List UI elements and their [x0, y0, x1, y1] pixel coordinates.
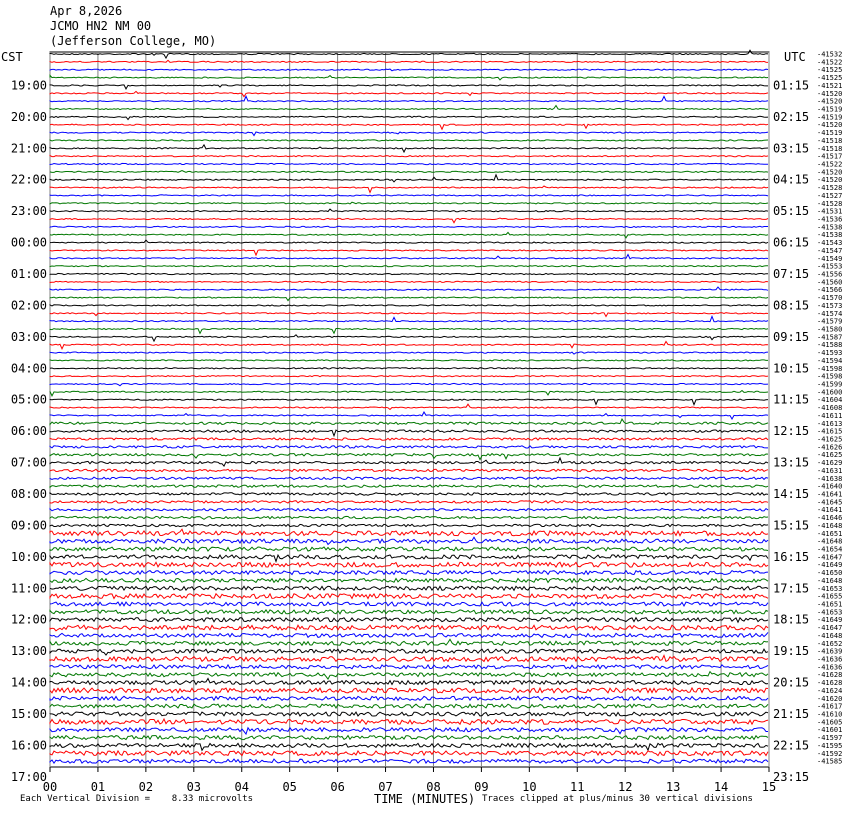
trace-16 — [50, 175, 768, 182]
trace-offset-label: -41652 — [817, 639, 843, 648]
cst-hour-label: 03:00 — [10, 329, 47, 344]
utc-hour-label: 21:15 — [773, 707, 810, 721]
trace-offset-label: -41624 — [817, 686, 843, 695]
utc-hour-label: 02:15 — [773, 109, 810, 124]
trace-21 — [50, 218, 768, 223]
trace-offset-label: -41636 — [817, 663, 843, 672]
cst-hour-label: 01:00 — [10, 267, 47, 281]
trace-71 — [50, 610, 768, 614]
trace-offset-label: -41538 — [817, 223, 843, 232]
cst-hour-label: 06:00 — [10, 424, 47, 439]
trace-offset-label: -41598 — [817, 372, 843, 381]
trace-offset-label: -41522 — [817, 58, 843, 67]
trace-offset-label: -41615 — [817, 427, 843, 436]
cst-hour-label: 04:00 — [10, 361, 47, 376]
trace-9 — [50, 124, 768, 129]
trace-offset-label: -41528 — [817, 184, 843, 193]
trace-offset-label: -41585 — [817, 757, 843, 766]
trace-32 — [50, 305, 768, 306]
x-tick-label: 03 — [186, 780, 202, 794]
utc-hour-label: 12:15 — [773, 424, 810, 439]
trace-64 — [50, 555, 768, 562]
cst-hour-label: 19:00 — [10, 78, 47, 93]
trace-8 — [50, 116, 768, 119]
trace-offset-label: -41617 — [817, 702, 843, 711]
trace-offset-label: -41598 — [817, 364, 843, 373]
trace-offset-label: -41651 — [817, 529, 843, 538]
trace-offset-label: -41649 — [817, 561, 843, 570]
trace-75 — [50, 639, 768, 645]
trace-offset-label: -41528 — [817, 199, 843, 208]
trace-offset-label: -41651 — [817, 600, 843, 609]
cst-hour-label: 02:00 — [10, 298, 47, 313]
utc-hour-label: 15:15 — [773, 518, 810, 533]
trace-51 — [50, 454, 768, 460]
trace-40 — [50, 368, 768, 369]
cst-hour-label: 23:00 — [10, 204, 47, 219]
trace-offset-label: -41520 — [817, 89, 843, 98]
trace-offset-label: -41650 — [817, 569, 843, 578]
utc-hour-label: 17:15 — [773, 581, 810, 596]
trace-offset-label: -41605 — [817, 718, 843, 727]
trace-77 — [50, 656, 768, 662]
trace-45 — [50, 404, 768, 409]
trace-offset-label: -41628 — [817, 679, 843, 688]
trace-48 — [50, 430, 768, 436]
trace-50 — [50, 446, 768, 448]
trace-34 — [50, 316, 768, 321]
trace-offset-label: -41653 — [817, 584, 843, 593]
trace-82 — [50, 696, 768, 700]
trace-offset-label: -41654 — [817, 545, 843, 554]
utc-hour-label: 16:15 — [773, 549, 810, 564]
cst-hour-label: 07:00 — [10, 455, 47, 470]
trace-offset-label: -41519 — [817, 105, 843, 114]
trace-22 — [50, 226, 768, 227]
trace-offset-label: -41640 — [817, 482, 843, 491]
trace-offset-label: -41608 — [817, 404, 843, 413]
trace-offset-label: -41518 — [817, 136, 843, 145]
cst-hour-label: 05:00 — [10, 392, 47, 407]
trace-offset-label: -41636 — [817, 655, 843, 664]
trace-offset-label: -41536 — [817, 215, 843, 224]
trace-17 — [50, 186, 768, 192]
trace-offset-label: -41645 — [817, 498, 843, 507]
trace-36 — [50, 335, 768, 341]
utc-label: UTC — [784, 50, 806, 64]
trace-offset-label: -41604 — [817, 396, 843, 405]
cst-hour-labels — [11, 78, 47, 783]
x-tick-label: 11 — [570, 780, 585, 794]
trace-27 — [50, 266, 768, 267]
trace-78 — [50, 665, 768, 669]
trace-72 — [50, 618, 768, 623]
x-tick-label: 14 — [713, 780, 729, 794]
trace-offset-label: -41639 — [817, 647, 843, 656]
trace-offset-label: -41597 — [817, 734, 843, 743]
trace-24 — [50, 240, 768, 243]
trace-35 — [50, 328, 768, 333]
utc-hour-label: 20:15 — [773, 675, 810, 690]
utc-hour-label: 04:15 — [773, 172, 810, 187]
trace-offset-label: -41641 — [817, 490, 843, 499]
trace-offset-label: -41611 — [817, 411, 843, 420]
trace-12 — [50, 145, 768, 152]
trace-3 — [50, 75, 768, 80]
cst-hour-label: 21:00 — [10, 141, 47, 156]
trace-offset-label: -41653 — [817, 608, 843, 617]
trace-0 — [50, 50, 768, 58]
trace-6 — [50, 96, 768, 101]
trace-offset-label: -41595 — [817, 741, 843, 750]
trace-2 — [50, 69, 768, 71]
trace-73 — [50, 625, 768, 631]
x-tick-label: 01 — [90, 780, 106, 794]
trace-89 — [50, 751, 768, 756]
trace-10 — [50, 132, 768, 136]
trace-61 — [50, 529, 768, 536]
utc-hour-label: 01:15 — [773, 78, 810, 93]
x-tick-label: 05 — [282, 780, 297, 794]
trace-19 — [50, 202, 768, 204]
trace-offset-label: -41543 — [817, 239, 843, 248]
trace-66 — [50, 571, 768, 575]
trace-offset-label: -41522 — [817, 160, 843, 169]
trace-20 — [50, 209, 768, 212]
trace-5 — [50, 91, 768, 96]
trace-59 — [50, 516, 768, 519]
trace-13 — [50, 156, 768, 157]
utc-hour-label: 08:15 — [773, 298, 810, 313]
trace-33 — [50, 313, 768, 317]
trace-offset-label: -41625 — [817, 451, 843, 460]
trace-31 — [50, 297, 768, 301]
utc-hour-label: 18:15 — [773, 612, 810, 627]
trace-85 — [50, 719, 768, 725]
seismic-traces — [50, 50, 768, 763]
trace-37 — [50, 342, 768, 349]
trace-offset-label: -41580 — [817, 325, 843, 334]
trace-30 — [50, 287, 768, 290]
trace-58 — [50, 509, 768, 511]
trace-7 — [50, 106, 768, 110]
cst-hour-label: 00:00 — [10, 235, 47, 250]
trace-38 — [50, 352, 768, 354]
trace-offset-label: -41629 — [817, 459, 843, 468]
trace-offset-label: -41594 — [817, 356, 843, 365]
utc-hour-label: 14:15 — [773, 487, 810, 501]
trace-offset-label: -41626 — [817, 443, 843, 452]
trace-11 — [50, 140, 768, 141]
trace-offset-label: -41647 — [817, 553, 843, 562]
cst-hour-label: 12:00 — [10, 612, 47, 627]
trace-offset-label: -41574 — [817, 309, 843, 318]
minute-gridlines — [50, 52, 769, 772]
cst-hour-label: 10:00 — [10, 549, 47, 564]
trace-81 — [50, 688, 768, 693]
trace-26 — [50, 255, 768, 259]
cst-hour-label: 16:00 — [10, 738, 47, 753]
trace-47 — [50, 419, 768, 425]
trace-offset-label: -41520 — [817, 121, 843, 130]
cst-hour-label: 08:00 — [10, 487, 47, 501]
utc-hour-label: 22:15 — [773, 738, 810, 753]
cst-hour-label: 22:00 — [10, 172, 47, 187]
trace-offset-label: -41570 — [817, 294, 843, 303]
trace-53 — [50, 469, 768, 471]
trace-offset-label: -41531 — [817, 207, 843, 216]
trace-offset-label: -41517 — [817, 152, 843, 161]
x-tick-label: 07 — [378, 780, 393, 794]
trace-offset-label: -41538 — [817, 231, 843, 240]
trace-39 — [50, 360, 768, 361]
utc-hour-label: 09:15 — [773, 329, 810, 344]
utc-hour-label: 19:15 — [773, 644, 810, 659]
trace-offset-label: -41532 — [817, 50, 843, 59]
utc-hour-label: 05:15 — [773, 204, 810, 219]
station-code: JCMO HN2 NM 00 — [50, 19, 152, 33]
cst-hour-label: 17:00 — [10, 769, 47, 784]
trace-offset-label: -41610 — [817, 710, 843, 719]
trace-23 — [50, 232, 768, 237]
trace-offset-label: -41648 — [817, 631, 843, 640]
trace-60 — [50, 524, 768, 526]
trace-offset-label: -41648 — [817, 521, 843, 530]
trace-offset-label: -41655 — [817, 592, 843, 601]
trace-offset-label: -41600 — [817, 388, 843, 397]
trace-offset-label: -41593 — [817, 349, 843, 358]
trace-offset-label: -41519 — [817, 113, 843, 122]
trace-offset-label: -41638 — [817, 474, 843, 483]
trace-offset-label: -41556 — [817, 270, 843, 279]
trace-18 — [50, 195, 768, 196]
trace-offset-label: -41625 — [817, 435, 843, 444]
x-tick-label: 13 — [665, 780, 681, 794]
trace-offset-label: -41647 — [817, 624, 843, 633]
trace-offset-label: -41601 — [817, 726, 843, 735]
trace-offset-label: -41521 — [817, 81, 843, 90]
trace-67 — [50, 578, 768, 582]
trace-offset-label: -41628 — [817, 671, 843, 680]
utc-hour-label: 07:15 — [773, 267, 810, 281]
trace-4 — [50, 85, 768, 89]
trace-offset-label: -41648 — [817, 537, 843, 546]
station-location: (Jefferson College, MO) — [50, 34, 217, 48]
utc-hour-label: 11:15 — [773, 392, 810, 407]
trace-offset-label: -41518 — [817, 144, 843, 153]
trace-56 — [50, 493, 768, 495]
utc-hour-labels — [773, 78, 809, 783]
x-tick-label: 12 — [617, 780, 633, 794]
trace-84 — [50, 712, 768, 716]
trace-offset-label: -41587 — [817, 333, 843, 342]
trace-offset-label: -41646 — [817, 514, 843, 523]
trace-offset-label: -41525 — [817, 74, 843, 83]
trace-offset-label: -41620 — [817, 694, 843, 703]
trace-87 — [50, 736, 768, 740]
x-tick-label: 08 — [426, 780, 441, 794]
trace-offset-label: -41553 — [817, 262, 843, 271]
trace-offset-label: -41547 — [817, 246, 843, 255]
trace-offset-label: -41520 — [817, 97, 843, 106]
trace-offset-label: -41588 — [817, 341, 843, 350]
trace-offset-label: -41649 — [817, 616, 843, 625]
x-axis-title: TIME (MINUTES) — [374, 792, 476, 806]
trace-15 — [50, 171, 768, 173]
trace-88 — [50, 743, 768, 750]
vertical-division-note: Each Vertical Division = 8.33 microvolts — [20, 794, 253, 804]
trace-offset-label: -41549 — [817, 254, 843, 263]
trace-offset-label: -41573 — [817, 301, 843, 310]
x-tick-label: 10 — [522, 780, 537, 794]
utc-hour-label: 03:15 — [773, 141, 810, 156]
utc-hour-label: 13:15 — [773, 455, 810, 470]
trace-offset-label: -41641 — [817, 506, 843, 515]
clipping-note: Traces clipped at plus/minus 30 vertical divisions — [482, 794, 753, 804]
trace-70 — [50, 602, 768, 606]
trace-57 — [50, 501, 768, 503]
cst-hour-label: 09:00 — [10, 518, 47, 533]
trace-41 — [50, 376, 768, 377]
trace-1 — [50, 60, 768, 62]
x-tick-label: 00 — [42, 780, 58, 794]
trace-62 — [50, 537, 768, 544]
trace-69 — [50, 594, 768, 599]
trace-68 — [50, 586, 768, 590]
trace-29 — [50, 281, 768, 283]
trace-83 — [50, 704, 768, 708]
x-tick-label: 09 — [474, 780, 489, 794]
trace-offset-labels — [817, 51, 842, 766]
trace-offset-label: -41527 — [817, 191, 843, 200]
trace-offset-label: -41613 — [817, 419, 843, 428]
cst-label: CST — [1, 50, 23, 64]
trace-offset-label: -41599 — [817, 380, 843, 389]
trace-offset-label: -41579 — [817, 317, 843, 326]
cst-hour-label: 14:00 — [10, 675, 47, 690]
trace-90 — [50, 759, 768, 763]
trace-14 — [50, 163, 768, 164]
trace-offset-label: -41525 — [817, 66, 843, 75]
utc-hour-label: 06:15 — [773, 235, 810, 250]
trace-52 — [50, 458, 768, 466]
cst-hour-label: 15:00 — [10, 707, 47, 721]
trace-25 — [50, 250, 768, 255]
trace-offset-label: -41520 — [817, 176, 843, 185]
trace-44 — [50, 399, 768, 405]
x-tick-label: 06 — [330, 780, 345, 794]
trace-80 — [50, 679, 768, 685]
trace-65 — [50, 562, 768, 567]
trace-offset-label: -41648 — [817, 576, 843, 585]
cst-hour-label: 13:00 — [10, 644, 47, 659]
trace-43 — [50, 391, 768, 396]
trace-42 — [50, 383, 768, 385]
trace-46 — [50, 412, 768, 419]
utc-hour-label: 10:15 — [773, 361, 810, 376]
trace-offset-label: -41520 — [817, 168, 843, 177]
trace-86 — [50, 728, 768, 734]
trace-76 — [50, 649, 768, 655]
plot-date: Apr 8,2026 — [50, 4, 123, 18]
x-tick-label: 15 — [761, 780, 777, 794]
x-tick-label: 04 — [234, 780, 249, 794]
trace-offset-label: -41631 — [817, 466, 843, 475]
x-tick-label: 02 — [138, 780, 154, 794]
trace-offset-label: -41592 — [817, 749, 843, 758]
trace-63 — [50, 547, 768, 551]
cst-hour-label: 20:00 — [10, 109, 47, 124]
trace-74 — [50, 632, 768, 637]
trace-offset-label: -41566 — [817, 286, 843, 295]
utc-hour-label: 23:15 — [773, 769, 810, 784]
trace-79 — [50, 672, 768, 680]
trace-54 — [50, 477, 768, 479]
trace-offset-label: -41519 — [817, 129, 843, 138]
trace-49 — [50, 438, 768, 440]
trace-offset-label: -41560 — [817, 278, 843, 287]
cst-hour-label: 11:00 — [10, 581, 47, 596]
trace-55 — [50, 485, 768, 487]
trace-28 — [50, 273, 768, 274]
